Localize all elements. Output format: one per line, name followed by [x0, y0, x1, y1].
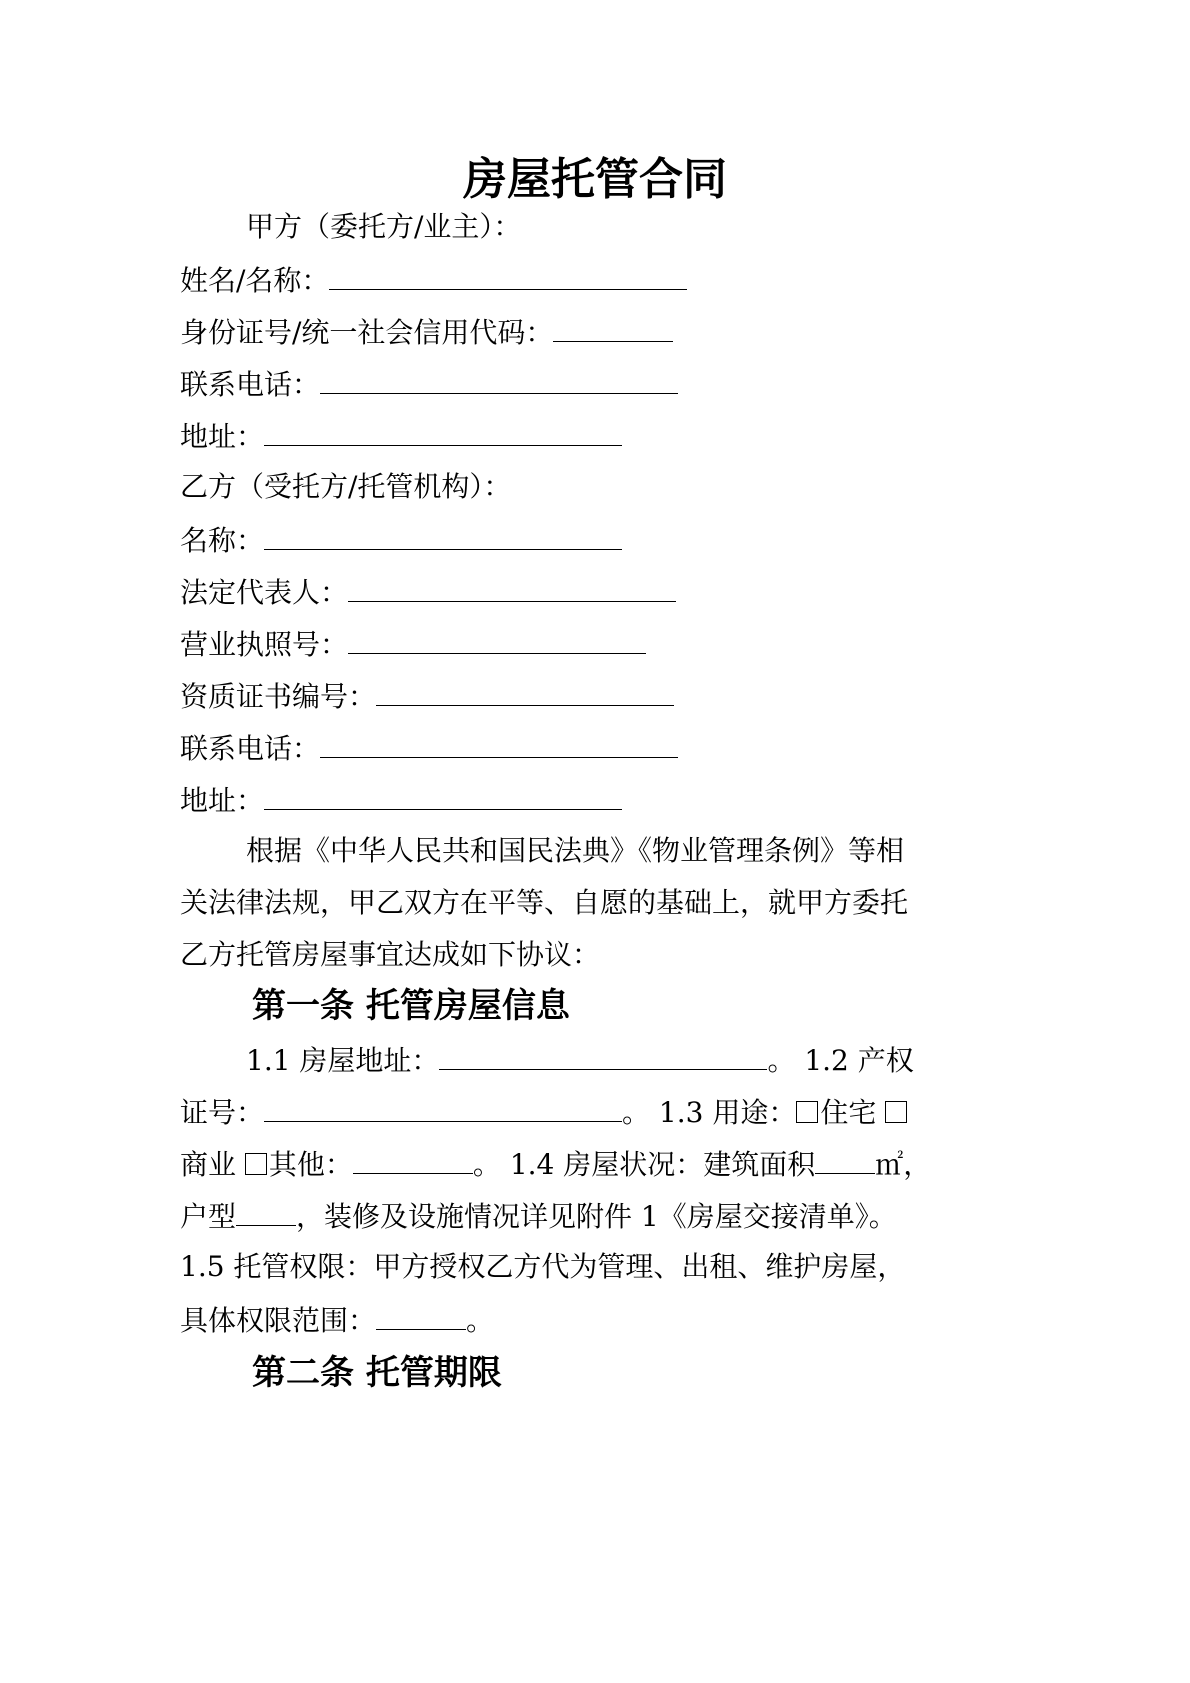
- area-field[interactable]: [815, 1143, 875, 1174]
- party-a-phone-field[interactable]: [320, 363, 678, 394]
- house-address-field[interactable]: [439, 1039, 767, 1070]
- party-b-phone-label: 联系电话：: [180, 732, 321, 765]
- article-1-line-5: 1.5 托管权限：甲方授权乙方代为管理、出租、维护房屋，: [180, 1250, 906, 1283]
- residential-label: 住宅: [820, 1096, 886, 1129]
- party-a-phone-row: [180, 363, 678, 405]
- house-address-label: 1.1 房屋地址：: [246, 1044, 440, 1077]
- layout-label: 户型: [180, 1200, 237, 1233]
- party-a-name-label: 姓名/名称：: [180, 264, 330, 297]
- article-1-line-3: [180, 1143, 931, 1185]
- other-label: 其他：: [268, 1148, 353, 1181]
- party-a-id-label: 身份证号/统一社会信用代码：: [180, 316, 554, 349]
- preamble-line-2: 关法律法规，甲乙双方在平等、自愿的基础上，就甲方委托: [180, 886, 909, 919]
- article-1-heading: 第一条 托管房屋信息: [252, 986, 570, 1026]
- commercial-label: 商业: [180, 1148, 245, 1181]
- cert-no-label: 证号：: [180, 1096, 265, 1129]
- article-1-line-4: [180, 1195, 897, 1237]
- party-b-name-label: 名称：: [180, 524, 265, 557]
- article-2-heading: 第二条 托管期限: [252, 1353, 502, 1393]
- party-b-phone-field[interactable]: [320, 727, 678, 758]
- party-a-id-row: [180, 311, 673, 353]
- party-b-address-label: 地址：: [180, 784, 265, 817]
- cert-no-field[interactable]: [264, 1091, 622, 1122]
- property-cert-label: 。 1.2 产权: [767, 1044, 914, 1077]
- other-usage-field[interactable]: [353, 1143, 473, 1174]
- commercial-checkbox[interactable]: [885, 1101, 907, 1123]
- scope-end: 。: [466, 1304, 495, 1337]
- article-1-line-2: [180, 1091, 909, 1133]
- article-1-line-1: [246, 1039, 914, 1081]
- party-b-address-field[interactable]: [264, 779, 622, 810]
- party-a-header: 甲方（委托方/业主）：: [246, 210, 522, 243]
- decoration-text: ，装修及设施情况详见附件 1《房屋交接清单》。: [296, 1200, 897, 1233]
- party-a-name-row: [180, 259, 687, 301]
- party-b-license-field[interactable]: [348, 623, 646, 654]
- document-title: 房屋托管合同: [463, 154, 727, 205]
- party-b-cert-label: 资质证书编号：: [180, 680, 377, 713]
- layout-field[interactable]: [236, 1195, 296, 1226]
- article-1-line-6: [180, 1299, 494, 1341]
- party-b-rep-field[interactable]: [348, 571, 676, 602]
- party-a-address-field[interactable]: [264, 415, 622, 446]
- party-a-address-label: 地址：: [180, 420, 265, 453]
- party-b-rep-row: [180, 571, 676, 613]
- party-b-address-row: [180, 779, 622, 821]
- residential-checkbox[interactable]: [796, 1101, 818, 1123]
- party-b-license-row: [180, 623, 646, 665]
- party-b-cert-field[interactable]: [376, 675, 674, 706]
- usage-label: 。 1.3 用途：: [622, 1096, 797, 1129]
- area-label: 。 1.4 房屋状况：建筑面积: [472, 1148, 816, 1181]
- scope-field[interactable]: [376, 1299, 466, 1330]
- other-checkbox[interactable]: [245, 1153, 267, 1175]
- party-a-address-row: [180, 415, 622, 457]
- party-a-name-field[interactable]: [329, 259, 687, 290]
- preamble-line-3: 乙方托管房屋事宜达成如下协议：: [180, 938, 601, 971]
- party-a-id-field[interactable]: [553, 311, 673, 342]
- party-b-license-label: 营业执照号：: [180, 628, 349, 661]
- preamble-line-1: 根据《中华人民共和国民法典》《物业管理条例》等相: [246, 834, 905, 867]
- party-a-phone-label: 联系电话：: [180, 368, 321, 401]
- party-b-name-row: [180, 519, 622, 561]
- party-b-cert-row: [180, 675, 674, 717]
- scope-label: 具体权限范围：: [180, 1304, 377, 1337]
- party-b-name-field[interactable]: [264, 519, 622, 550]
- area-unit: ㎡，: [875, 1148, 932, 1181]
- party-b-rep-label: 法定代表人：: [180, 576, 349, 609]
- party-b-header: 乙方（受托方/托管机构）：: [180, 470, 512, 503]
- party-b-phone-row: [180, 727, 678, 769]
